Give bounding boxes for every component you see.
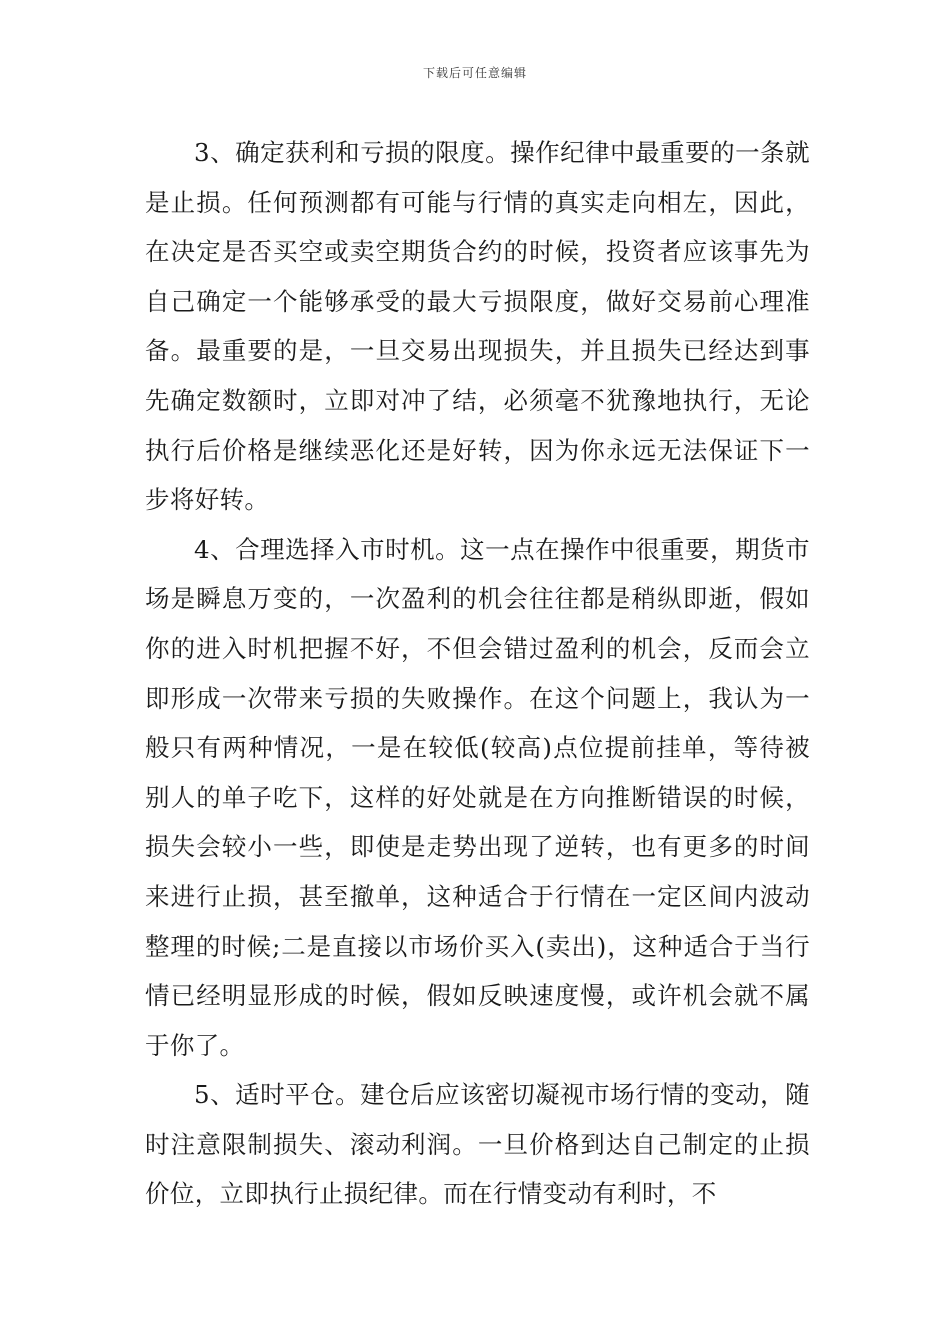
paragraph-3: 3、确定获利和亏损的限度。操作纪律中最重要的一条就是止损。任何预测都有可能与行情的真实走向相左，因此，在决定是否买空或卖空期货合约的时候，投资者应该事先为自己确定一个能够承受的最大亏损限度，做好交易前心理准备。最重要的是，一旦交易出现损失，并且损失已经达到事先确定数额时，立即对冲了结，必须毫不犹豫地执行，无论执行后价格是继续恶化还是好转，因为你永远无法保证下一步将好转。	[145, 138, 810, 515]
paragraph-4: 4、合理选择入市时机。这一点在操作中很重要，期货市场是瞬息万变的，一次盈利的机会往往都是稍纵即逝，假如你的进入时机把握不好，不但会错过盈利的机会，反而会立即形成一次带来亏损的失败操作。在这个问题上，我认为一般只有两种情况，一是在较低(较高)点位提前挂单，等待被别人的单子吃下，这样的好处就是在方向推断错误的时候，损失会较小一些，即使是走势出现了逆转，也有更多的时间来进行止损，甚至撤单，这种适合于行情在一定区间内波动整理的时候;二是直接以市场价买入(卖出)，这种适合于当行情已经明显形成的时候，假如反映速度慢，或许机会就不属于你了。	[145, 534, 810, 1060]
paragraph-5: 5、适时平仓。建仓后应该密切凝视市场行情的变动，随时注意限制损失、滚动利润。一旦价格到达自己制定的止损价位，立即执行止损纪律。而在行情变动有利时，不	[145, 1080, 810, 1209]
document-body	[145, 128, 810, 1219]
page-header: 下载后可任意编辑	[422, 66, 527, 80]
